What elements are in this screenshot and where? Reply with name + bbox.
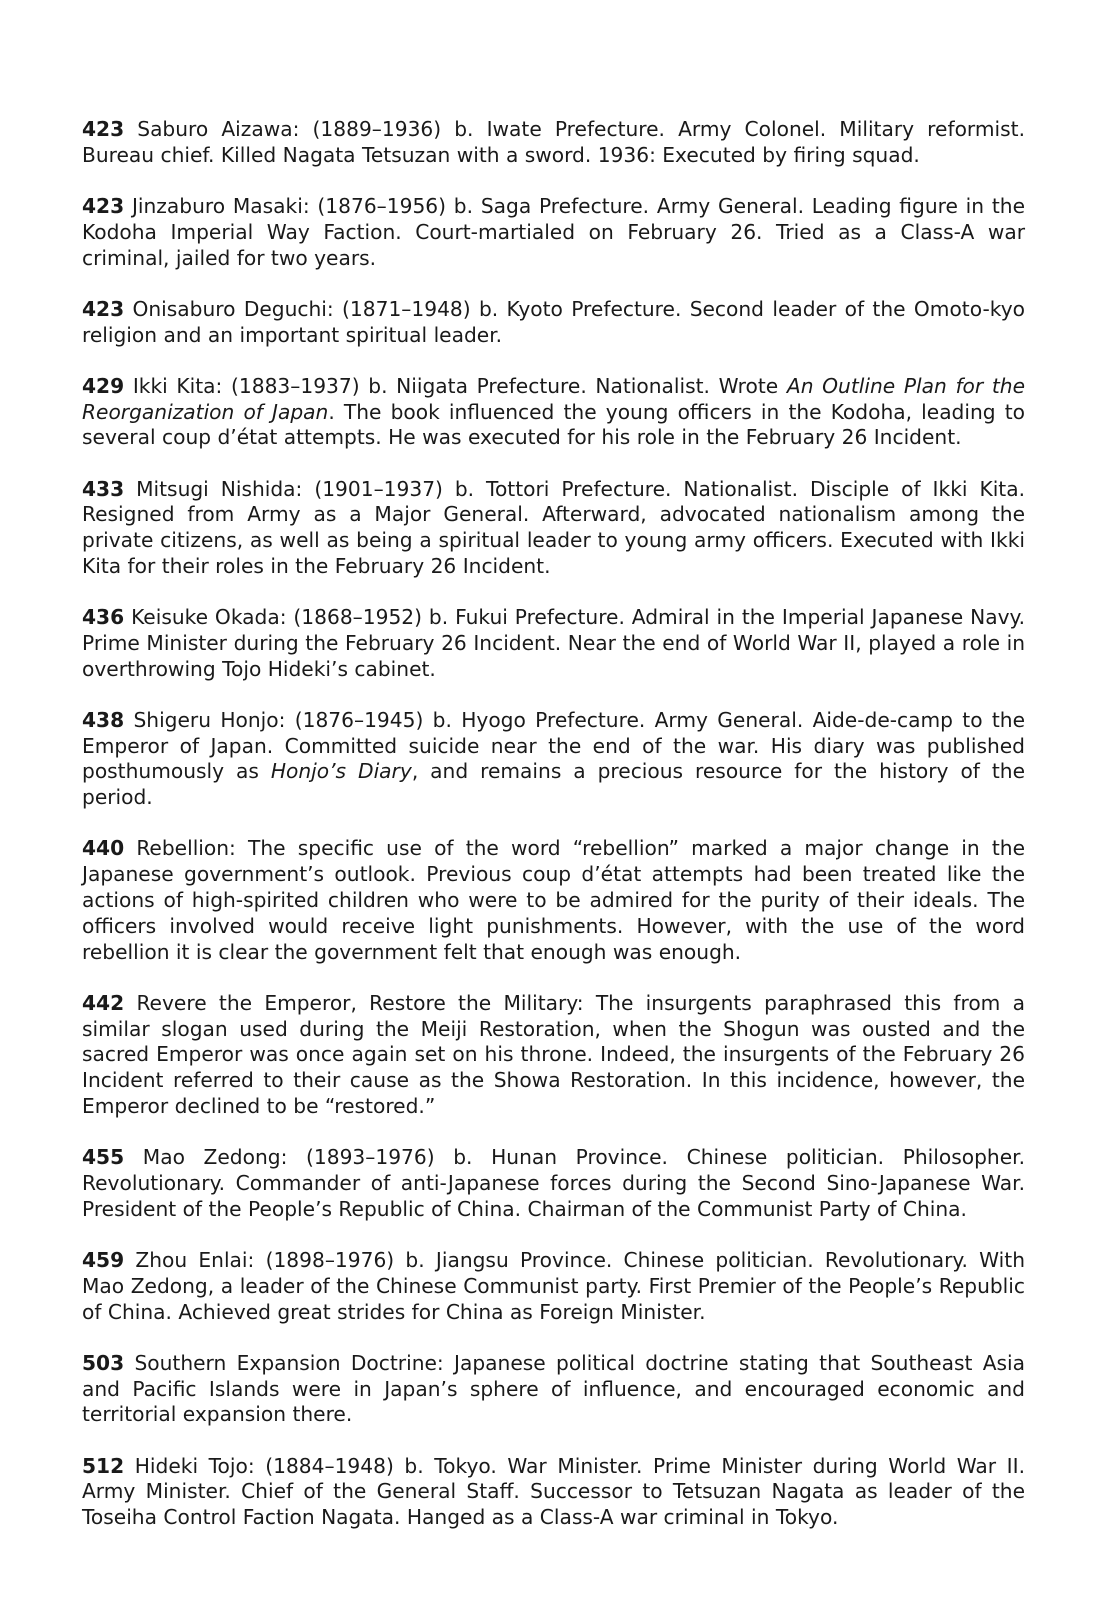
page-reference: 459: [82, 1248, 125, 1272]
note-text: Jinzaburo Masaki: (1876–1956) b. Saga Prefecture. Army General. Leading figure in the Kodoha Imperial Way Faction. Court-martialed on February 26. Tried as a Class-A war criminal, jailed for two years.: [82, 193, 1025, 270]
translation-notes: [82, 117, 1025, 1556]
page-reference: 423: [82, 117, 125, 141]
note-entry: [82, 194, 1025, 271]
note-text: Shigeru Honjo: (1876–1945) b. Hyogo Prefecture. Army General. Aide-de-camp to the Emperor of Japan. Committed suicide near the end of the war. His diary was published posthumously as: [82, 707, 1026, 784]
page-reference: 512: [82, 1453, 125, 1478]
note-entry: [82, 374, 1025, 451]
note-text: Rebellion: The specific use of the word “rebellion” marked a major change in the Japanese government’s outlook. Previous coup d’état attempts had been treated like the actions of high-spirited children who were to be admired for the purity of their ideals. The officers involved would receive light punishments. However, with the use of the word rebellion it is clear the government felt that enough was enough.: [82, 836, 1025, 964]
note-entry: [82, 1351, 1025, 1428]
note-text: Mitsugi Nishida: (1901–1937) b. Tottori Prefecture. Nationalist. Disciple of Ikki Kita. Resigned from Army as a Major General. Afterward, advocated nationalism among the private citizens, as well as being a spiritual leader to young army officers. Executed with Ikki Kita for their roles in the February 26 Incident.: [82, 476, 1026, 578]
page-reference: 503: [82, 1350, 125, 1375]
note-entry: [82, 991, 1025, 1120]
note-text: Revere the Emperor, Restore the Military: The insurgents paraphrased this from a similar slogan used during the Meiji Restoration, when the Shogun was ousted and the sacred Emperor was once again set on his throne. Indeed, the insurgents of the February 26 Incident referred to their cause as the Showa Restoration. In this incidence, however, the Emperor declined to be “restored.”: [82, 990, 1026, 1119]
book-title: Honjo’s Diary: [270, 759, 412, 784]
note-text: Onisaburo Deguchi: (1871–1948) b. Kyoto Prefecture. Second leader of the Omoto-kyo religion and an important spiritual leader.: [82, 296, 1025, 347]
note-text: Saburo Aizawa: (1889–1936) b. Iwate Prefecture. Army Colonel. Military reformist. Bureau chief. Killed Nagata Tetsuzan with a sword. 1936: Executed by firing squad.: [82, 117, 1025, 167]
page-reference: 429: [82, 373, 125, 398]
note-text: Hideki Tojo: (1884–1948) b. Tokyo. War Minister. Prime Minister during World War II. Army Minister. Chief of the General Staff. Successor to Tetsuzan Nagata as leader of the Toseiha Control Faction Nagata. Hanged as a Class-A war criminal in Tokyo.: [82, 1453, 1025, 1530]
page-reference: 442: [82, 990, 125, 1015]
note-text: , and remains a precious resource for the history of the period.: [82, 759, 1025, 810]
note-text: Southern Expansion Doctrine: Japanese political doctrine stating that Southeast Asia and Pacific Islands were in Japan’s sphere of influence, and encouraged economic and territorial expansion there.: [82, 1350, 1025, 1427]
note-entry: [82, 297, 1025, 349]
note-entry: [82, 605, 1025, 682]
page-reference: 440: [82, 836, 125, 861]
note-text: Mao Zedong: (1893–1976) b. Hunan Province. Chinese politician. Philosopher. Revolutionary. Commander of anti-Japanese forces during the Second Sino-Japanese War. President of the People’s Republic of China. Chairman of the Communist Party of China.: [82, 1145, 1025, 1221]
note-text: Keisuke Okada: (1868–1952) b. Fukui Prefecture. Admiral in the Imperial Japanese Navy. Prime Minister during the February 26 Incident. Near the end of World War II, played a role in overthrowing Tojo Hideki’s cabinet.: [82, 605, 1025, 681]
page-reference: 423: [82, 296, 125, 321]
note-entry: [82, 708, 1025, 811]
book-title: An Outline Plan for the Reorganization of Japan: [82, 373, 1026, 424]
note-text: . The book influenced the young officers in the Kodoha, leading to several coup d’état attempts. He was executed for his role in the February 26 Incident.: [82, 399, 1025, 450]
page-reference: 433: [82, 476, 125, 501]
note-text: Ikki Kita: (1883–1937) b. Niigata Prefecture. Nationalist. Wrote: [132, 373, 787, 398]
note-entry: [82, 1454, 1025, 1531]
page-reference: 438: [82, 707, 125, 732]
page-reference: 455: [82, 1145, 125, 1170]
note-entry: [82, 1145, 1025, 1222]
note-entry: [82, 836, 1025, 965]
note-entry: [82, 477, 1025, 580]
page-reference: 423: [82, 193, 125, 218]
note-entry: [82, 117, 1025, 169]
note-entry: [82, 1248, 1025, 1325]
page-reference: 436: [82, 605, 125, 630]
note-text: Zhou Enlai: (1898–1976) b. Jiangsu Province. Chinese politician. Revolutionary. With Mao Zedong, a leader of the Chinese Communist party. First Premier of the People’s Republic of China. Achieved great strides for China as Foreign Minister.: [82, 1248, 1025, 1324]
